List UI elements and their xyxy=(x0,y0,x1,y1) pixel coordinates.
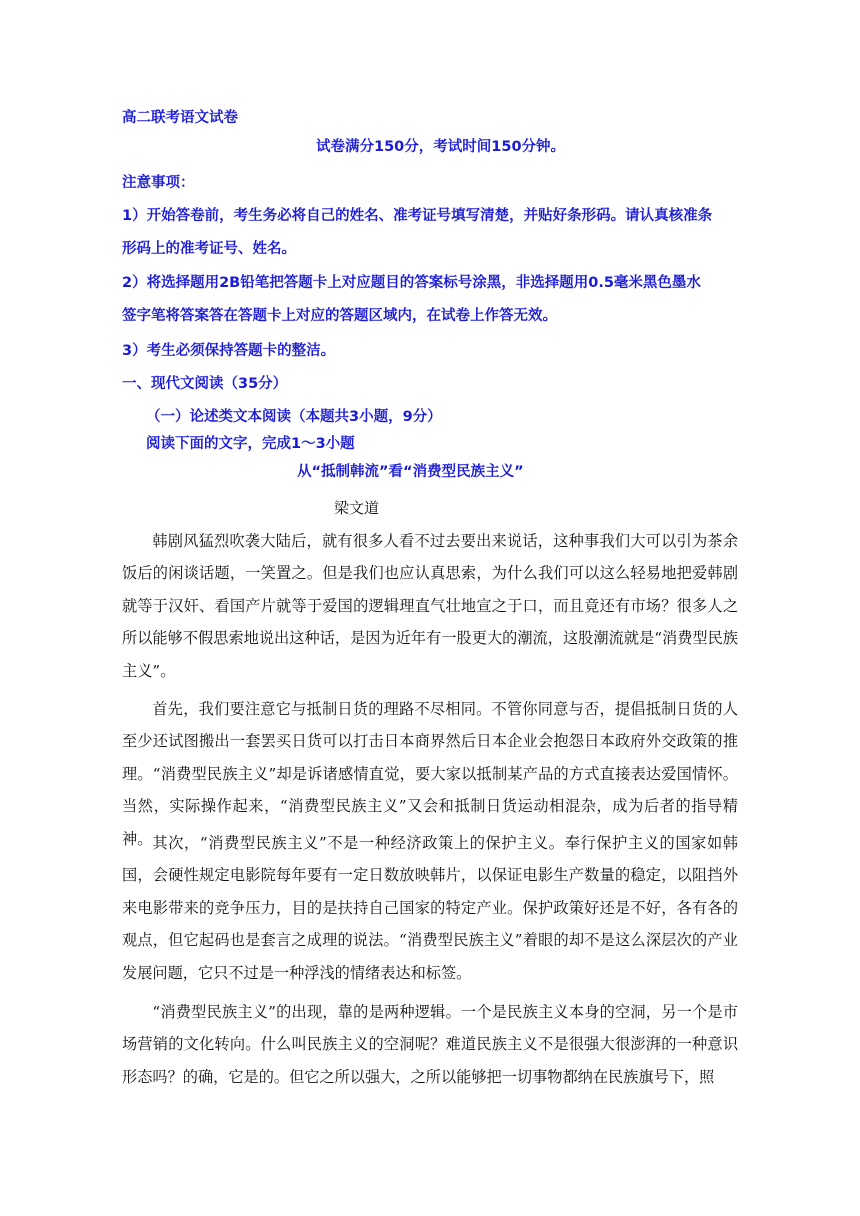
article-paragraph: 韩剧风猛烈吹袭大陆后，就有很多人看不过去要出来说话，这种事我们大可以引为茶余饭后的闲谈话题，一笑置之。但是我们也应认真思索，为什么我们可以这么轻易地把爱韩剧就等于汉奸、看国产片就等于爱国的逻辑理直气壮地宣之于口，而且竟还有市场？很多人之所以能够不假思索地说出这种话，是因为近年有一股更大的潮流，这股潮流就是“消费型民族主义”。 xyxy=(122,532,738,680)
notice-line: 3）考生必须保持答题卡的整洁。 xyxy=(122,343,336,359)
exam-subtitle: 试卷满分150分，考试时间150分钟。 xyxy=(316,139,566,155)
notice-line: 1）开始答卷前，考生务必将自己的姓名、准考证号填写清楚，并贴好条形码。请认真核准条 xyxy=(122,208,713,224)
article-paragraph: 其次，“消费型民族主义”不是一种经济政策上的保护主义。奉行保护主义的国家如韩国，会硬性规定电影院每年要有一定日数放映韩片，以保证电影生产数量的稳定，以阻挡外来电影带来的竞争压力，目的是扶持自己国家的特定产业。保护政策好还是不好，各有各的观点，但它起码也是套言之成理的说法。“消费型民族主义”着眼的却不是这么深层次的产业发展问题，它只不过是一种浮浅的情绪表达和标签。 xyxy=(122,834,738,982)
notice-line: 形码上的准考证号、姓名。 xyxy=(122,241,296,257)
article-paragraph: 首先，我们要注意它与抵制日货的理路不尽相同。不管你同意与否，提倡抵制日货的人至少还试图搬出一套罢买日货可以打击日本商界然后日本企业会抱怨日本政府外交政策的推理。“消费型民族主义”却是诉诸感情直觉，要大家以抵制某产品的方式直接表达爱国情怀。当然，实际操作起来，“消费型民族主义”又会和抵制日货运动相混杂，成为后者的指导精神。 xyxy=(122,700,738,848)
notice-line: 2）将选择题用2B铅笔把答题卡上对应题目的答案标号涂黑，非选择题用0.5毫米黑色墨水 xyxy=(122,275,701,291)
exam-title: 高二联考语文试卷 xyxy=(122,110,238,126)
subsection-heading: （一）论述类文本阅读（本题共3小题，9分） xyxy=(146,409,442,425)
article-paragraph: “消费型民族主义”的出现，靠的是两种逻辑。一个是民族主义本身的空洞，另一个是市场营销的文化转向。什么叫民族主义的空洞呢？难道民族主义不是很强大很澎湃的一种意识形态吗？的确，它是的。但它之所以强大，之所以能够把一切事物都纳在民族旗号下，照 xyxy=(122,1003,738,1086)
notice-heading: 注意事项： xyxy=(122,175,195,191)
section-heading: 一、现代文阅读（35分） xyxy=(122,376,288,392)
article-author: 梁文道 xyxy=(334,499,380,517)
reading-instruction: 阅读下面的文字，完成1～3小题 xyxy=(146,436,355,452)
notice-line: 签字笔将答案答在答题卡上对应的答题区域内，在试卷上作答无效。 xyxy=(122,308,557,324)
article-title: 从“抵制韩流”看“消费型民族主义” xyxy=(297,464,524,480)
